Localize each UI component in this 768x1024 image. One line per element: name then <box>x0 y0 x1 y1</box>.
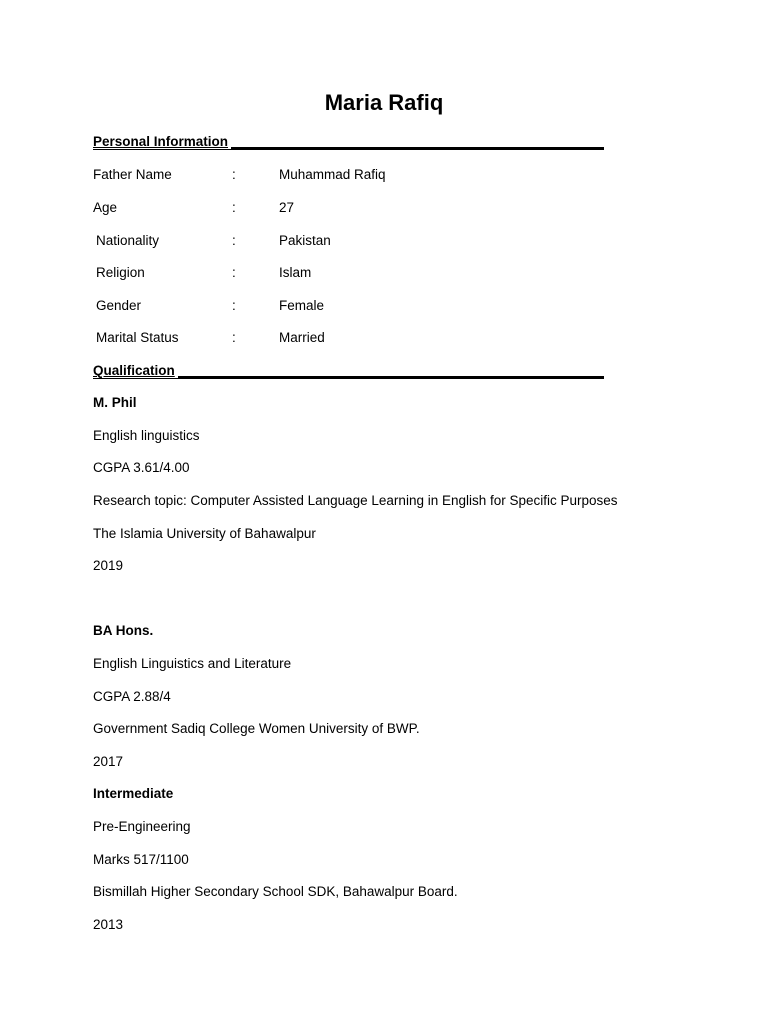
resume-name-title: Maria Rafiq <box>324 90 444 115</box>
degree-title: M. Phil <box>93 395 137 410</box>
qualification-label: Qualification <box>93 363 178 378</box>
field-separator: : <box>232 265 236 280</box>
degree-title: BA Hons. <box>93 623 154 638</box>
field-value: Pakistan <box>279 233 331 248</box>
entry-line: Pre-Engineering <box>93 819 191 834</box>
field-label: Nationality <box>96 233 160 248</box>
field-separator: : <box>232 167 236 182</box>
qualification-heading <box>93 362 604 380</box>
field-label: Age <box>93 200 118 215</box>
field-value: 27 <box>279 200 295 215</box>
field-separator: : <box>232 330 236 345</box>
field-label: Father Name <box>93 167 172 182</box>
entry-line: English linguistics <box>93 428 200 443</box>
field-separator: : <box>232 233 236 248</box>
field-label: Marital Status <box>96 330 179 345</box>
personal-information-heading <box>93 133 604 151</box>
entry-line: Bismillah Higher Secondary School SDK, Bahawalpur Board. <box>93 884 458 899</box>
field-separator: : <box>232 200 236 215</box>
entry-line: 2013 <box>93 917 124 932</box>
entry-line: Marks 517/1100 <box>93 852 189 867</box>
entry-line: English Linguistics and Literature <box>93 656 292 671</box>
field-value: Muhammad Rafiq <box>279 167 386 182</box>
field-value: Islam <box>279 265 312 280</box>
entry-line: 2017 <box>93 754 124 769</box>
degree-title: Intermediate <box>93 786 174 801</box>
field-label: Gender <box>96 298 142 313</box>
field-label: Religion <box>96 265 145 280</box>
field-separator: : <box>232 298 236 313</box>
entry-line: Government Sadiq College Women University of BWP. <box>93 721 420 736</box>
entry-line: The Islamia University of Bahawalpur <box>93 526 316 541</box>
field-value: Female <box>279 298 325 313</box>
entry-line: 2019 <box>93 558 124 573</box>
entry-line: CGPA 3.61/4.00 <box>93 460 190 475</box>
field-value: Married <box>279 330 325 345</box>
personal-information-label: Personal Information <box>93 134 231 149</box>
entry-line: Research topic: Computer Assisted Language Learning in English for Specific Purposes <box>93 493 618 508</box>
entry-line: CGPA 2.88/4 <box>93 689 171 704</box>
